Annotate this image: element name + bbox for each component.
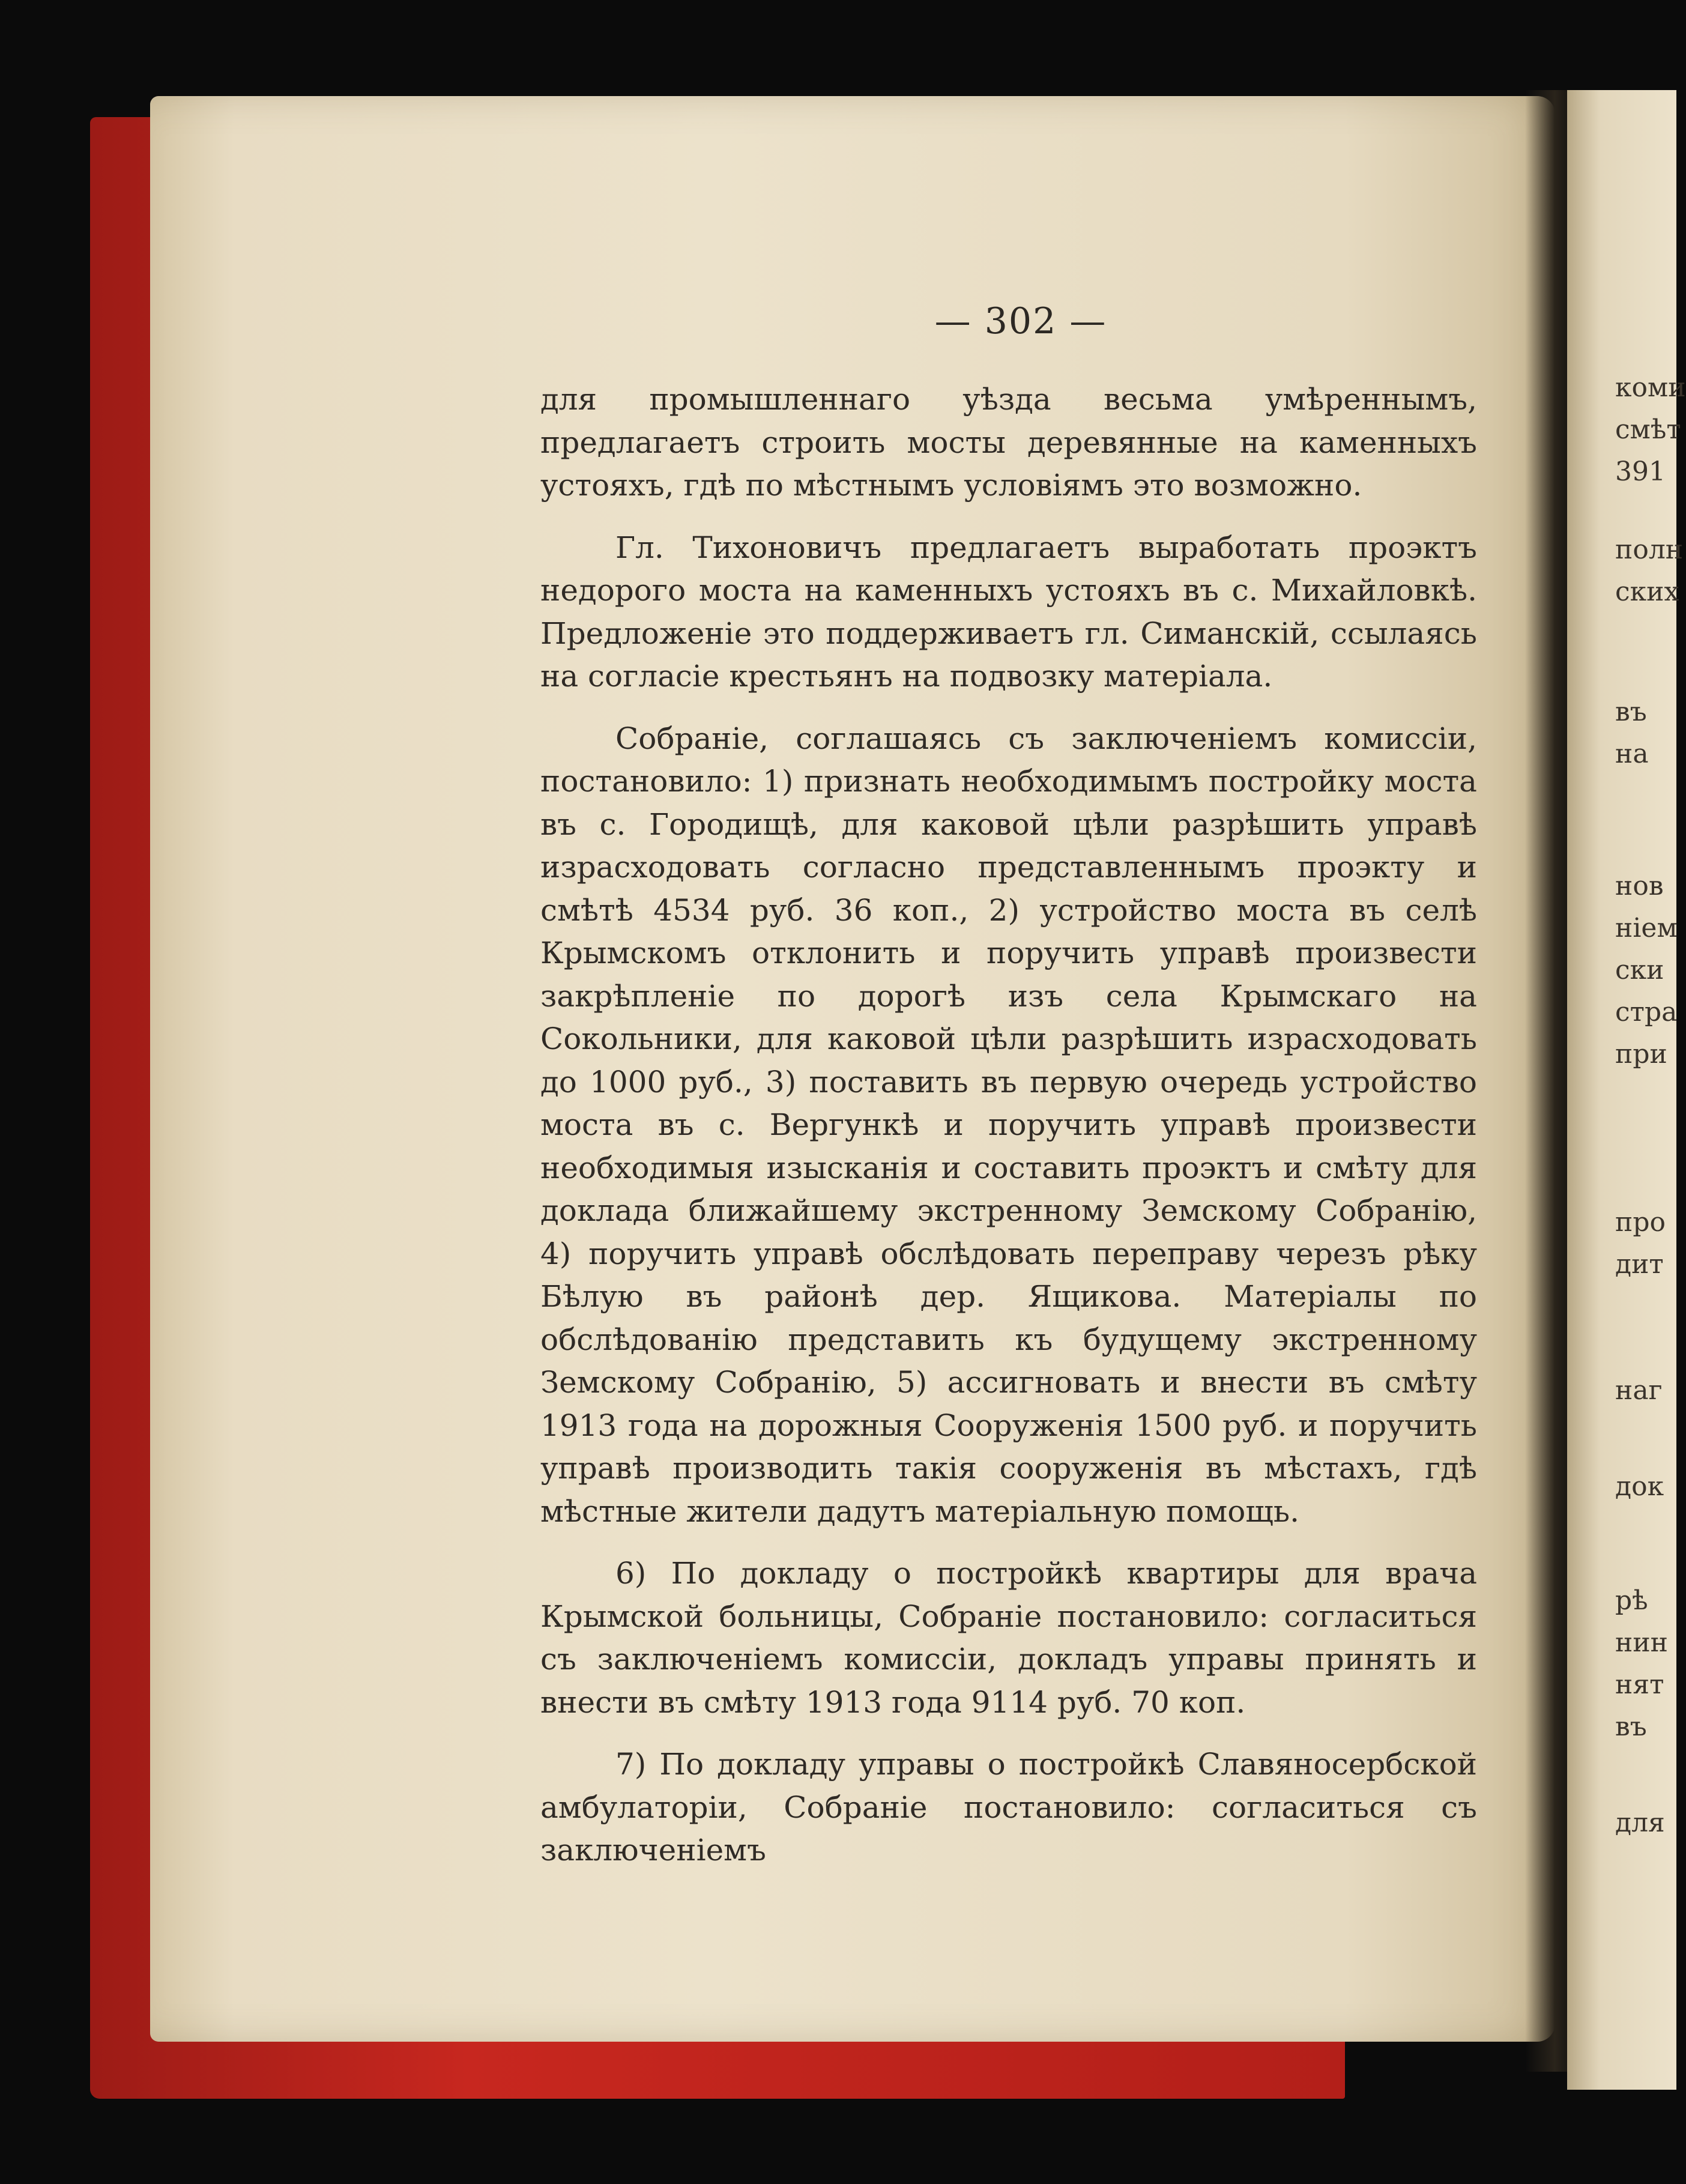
facing-fragment: на (1615, 739, 1649, 769)
facing-fragment: ских (1615, 576, 1679, 607)
facing-fragment: ніем (1615, 913, 1678, 943)
facing-fragment: смѣт (1615, 414, 1681, 445)
facing-fragment: док (1615, 1471, 1664, 1502)
page-number: — 302 — (934, 300, 1107, 342)
facing-fragment: полн (1615, 534, 1684, 565)
facing-fragment: нин (1615, 1627, 1668, 1658)
facing-fragment: про (1615, 1207, 1666, 1238)
paragraph: Собраніе, соглашаясь съ заключеніемъ комиссіи, постановило: 1) признать необходимымъ постройку моста въ с. Городищѣ, для каковой цѣли разрѣшить управѣ израсходовать согласно представленнымъ проэкту и смѣтѣ 4534 руб. 36 коп., 2) устройство моста въ селѣ Крымскомъ отклонить и поручить управѣ произвести закрѣпленіе по дорогѣ изъ села Крымскаго на Сокольники, для каковой цѣли разрѣшить израсходовать до 1000 руб., 3) поставить въ первую очередь устройство моста въ с. Вергункѣ и поручить управѣ произвести необходимыя изысканія и составить проэктъ и смѣту для доклада ближайшему экстренному Земскому Собранію, 4) поручить управѣ обслѣдовать переправу черезъ рѣку Бѣлую въ районѣ дер. Ящикова. Матеріалы по обслѣдованію представить къ будущему экстренному Земскому Собранію, 5) ассигновать и внести въ смѣту 1913 года на дорожныя Сооруженія 1500 руб. и поручить управѣ производить такія сооруженія въ мѣстахъ, гдѣ мѣстные жители дадутъ матеріальную помощь. (540, 721, 1477, 1529)
paragraph: для промышленнаго уѣзда весьма умѣреннымъ, предлагаетъ строить мосты деревянные на каменныхъ устояхъ, гдѣ по мѣстнымъ условіямъ это возможно. (540, 382, 1477, 503)
paragraph: 6) По докладу о постройкѣ квартиры для врача Крымской больницы, Собраніе постановило: согласиться съ заключеніемъ комиссіи, докладъ управы принять и внести въ смѣту 1913 года 9114 руб. 70 коп. (540, 1556, 1477, 1720)
facing-fragment: коми (1615, 372, 1686, 403)
facing-fragment: при (1615, 1039, 1667, 1069)
page-body-text (540, 378, 1477, 1892)
facing-fragment: ски (1615, 955, 1664, 985)
facing-page-text (1615, 372, 1686, 1874)
facing-fragment: нов (1615, 871, 1664, 901)
facing-fragment: въ (1615, 1711, 1647, 1742)
facing-fragment: 391 (1615, 456, 1666, 487)
paragraph: 7) По докладу управы о постройкѣ Славяносербской амбулаторіи, Собраніе постановило: согласиться съ заключеніемъ (540, 1747, 1477, 1868)
facing-fragment: нят (1615, 1669, 1664, 1700)
facing-fragment: стра (1615, 997, 1678, 1027)
facing-fragment: въ (1615, 697, 1647, 727)
facing-fragment: дит (1615, 1249, 1664, 1280)
paragraph: Гл. Тихоновичъ предлагаетъ выработать проэктъ недорого моста на каменныхъ устояхъ въ с. Михайловкѣ. Предложеніе это поддерживаетъ гл. Симанскій, ссылаясь на согласіе крестьянъ на подвозку матеріала. (540, 530, 1477, 694)
facing-fragment: рѣ (1615, 1585, 1648, 1616)
facing-fragment: наг (1615, 1375, 1663, 1406)
facing-fragment: для (1615, 1807, 1665, 1838)
